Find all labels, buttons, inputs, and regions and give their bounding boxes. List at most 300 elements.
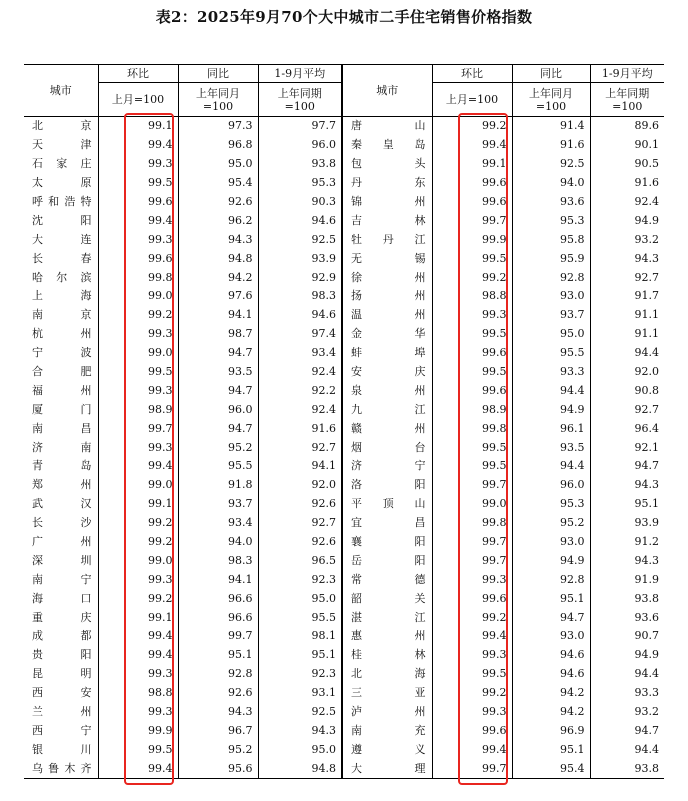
yoy-cell: 94.9: [512, 400, 590, 419]
mom-cell: 98.8: [98, 684, 178, 703]
mom-cell: 99.2: [432, 608, 512, 627]
avg-cell: 94.3: [590, 551, 664, 570]
avg-cell: 95.3: [258, 174, 342, 193]
mom-cell: 99.3: [98, 325, 178, 344]
mom-cell: 99.5: [432, 249, 512, 268]
yoy-cell: 95.9: [512, 249, 590, 268]
header-mom-base-right: 上月=100: [432, 83, 512, 117]
yoy-cell: 94.7: [512, 608, 590, 627]
yoy-cell: 95.2: [178, 740, 258, 759]
yoy-cell: 97.3: [178, 117, 258, 136]
city-cell: 洛阳: [342, 476, 432, 495]
avg-cell: 94.4: [590, 740, 664, 759]
yoy-cell: 95.1: [512, 740, 590, 759]
yoy-cell: 93.0: [512, 287, 590, 306]
table-row: [24, 363, 664, 382]
avg-cell: 92.3: [258, 570, 342, 589]
city-cell: 南京: [32, 308, 92, 322]
mom-cell: 99.3: [98, 381, 178, 400]
yoy-cell: 94.9: [512, 551, 590, 570]
avg-base-line2: =100: [612, 99, 643, 113]
avg-cell: 93.6: [590, 608, 664, 627]
mom-cell: 99.2: [432, 268, 512, 287]
city-cell: 济南: [32, 440, 92, 454]
table-row: [24, 211, 664, 230]
avg-cell: 97.7: [258, 117, 342, 136]
yoy-cell: 94.7: [178, 344, 258, 363]
table-row: [24, 438, 664, 457]
mom-cell: 99.4: [98, 759, 178, 778]
city-cell: 宁波: [32, 346, 92, 360]
table-row: [24, 665, 664, 684]
avg-cell: 93.2: [590, 230, 664, 249]
table-title: 表2：2025年9月70个大中城市二手住宅销售价格指数: [155, 8, 533, 26]
city-cell: 宜昌: [342, 514, 432, 533]
table-row: [24, 759, 664, 778]
avg-cell: 92.0: [590, 363, 664, 382]
mom-cell: 99.5: [432, 457, 512, 476]
table-row: [24, 627, 664, 646]
city-cell: 扬州: [342, 287, 432, 306]
yoy-cell: 94.6: [512, 665, 590, 684]
mom-cell: 99.5: [432, 363, 512, 382]
avg-cell: 90.1: [590, 136, 664, 155]
header-avg-base-left: [258, 83, 342, 117]
city-cell: 湛江: [342, 608, 432, 627]
header-avg-right: 1-9月平均: [590, 65, 664, 83]
header-yoy-left: 同比: [178, 65, 258, 83]
table-row: [24, 589, 664, 608]
mom-cell: 99.8: [98, 268, 178, 287]
mom-cell: 99.2: [98, 306, 178, 325]
yoy-cell: 91.8: [178, 476, 258, 495]
mom-cell: 98.9: [432, 400, 512, 419]
city-cell: 蚌埠: [342, 344, 432, 363]
yoy-cell: 94.0: [512, 174, 590, 193]
yoy-cell: 92.6: [178, 684, 258, 703]
city-cell: 兰州: [32, 705, 92, 719]
yoy-base-line1: 上年同月: [529, 86, 573, 100]
city-cell: 石家庄: [32, 157, 92, 171]
mom-cell: 99.4: [98, 211, 178, 230]
yoy-base-line2: =100: [535, 99, 567, 113]
city-cell: 重庆: [32, 610, 92, 624]
avg-cell: 94.7: [590, 722, 664, 741]
avg-cell: 93.9: [590, 514, 664, 533]
yoy-cell: 93.5: [178, 363, 258, 382]
mom-cell: 99.3: [98, 230, 178, 249]
avg-cell: 92.3: [258, 665, 342, 684]
avg-cell: 93.4: [258, 344, 342, 363]
mom-cell: 99.2: [98, 589, 178, 608]
yoy-cell: 94.2: [512, 684, 590, 703]
avg-cell: 94.3: [590, 249, 664, 268]
mom-cell: 99.6: [432, 381, 512, 400]
table-row: [24, 533, 664, 552]
table-row: [24, 381, 664, 400]
yoy-cell: 95.5: [178, 457, 258, 476]
table-row: [24, 646, 664, 665]
avg-cell: 94.9: [590, 211, 664, 230]
mom-cell: 99.3: [98, 665, 178, 684]
table-row: [24, 136, 664, 155]
price-index-table: [24, 64, 664, 779]
mom-cell: 99.6: [432, 174, 512, 193]
city-cell: 北京: [32, 119, 92, 133]
yoy-cell: 94.1: [178, 306, 258, 325]
yoy-cell: 95.3: [512, 495, 590, 514]
mom-cell: 99.3: [98, 155, 178, 174]
city-cell: 牡丹江: [342, 230, 432, 249]
yoy-cell: 93.0: [512, 533, 590, 552]
header-avg-base-right: [590, 83, 664, 117]
mom-cell: 99.2: [432, 684, 512, 703]
yoy-cell: 96.0: [178, 400, 258, 419]
avg-base-line2: =100: [284, 99, 315, 113]
mom-cell: 99.3: [432, 570, 512, 589]
yoy-cell: 95.1: [178, 646, 258, 665]
city-cell: 青岛: [32, 459, 92, 473]
city-cell: 温州: [342, 306, 432, 325]
table-row: [24, 551, 664, 570]
city-cell: 昆明: [32, 667, 92, 681]
city-cell: 北海: [342, 665, 432, 684]
yoy-cell: 93.6: [512, 193, 590, 212]
city-cell: 泉州: [342, 381, 432, 400]
mom-cell: 99.9: [432, 230, 512, 249]
avg-cell: 91.6: [258, 419, 342, 438]
city-cell: 遵义: [342, 740, 432, 759]
city-cell: 长沙: [32, 516, 92, 530]
city-cell: 郑州: [32, 478, 92, 492]
header-yoy-base-left: [178, 83, 258, 117]
mom-cell: 99.6: [432, 344, 512, 363]
avg-cell: 90.7: [590, 627, 664, 646]
yoy-cell: 98.3: [178, 551, 258, 570]
city-cell: 广州: [32, 535, 92, 549]
city-cell: 呼和浩特: [32, 195, 92, 208]
yoy-cell: 96.1: [512, 419, 590, 438]
avg-cell: 91.1: [590, 325, 664, 344]
yoy-cell: 92.5: [512, 155, 590, 174]
mom-cell: 99.7: [432, 476, 512, 495]
yoy-cell: 96.6: [178, 589, 258, 608]
table-row: [24, 306, 664, 325]
mom-cell: 99.1: [98, 117, 178, 136]
mom-cell: 99.7: [432, 759, 512, 778]
table-row: [24, 344, 664, 363]
city-cell: 韶关: [342, 589, 432, 608]
yoy-cell: 91.6: [512, 136, 590, 155]
avg-cell: 92.5: [258, 230, 342, 249]
table-row: [24, 249, 664, 268]
city-cell: 深圳: [32, 553, 92, 567]
avg-cell: 94.9: [590, 646, 664, 665]
mom-cell: 98.9: [98, 400, 178, 419]
avg-cell: 92.1: [590, 438, 664, 457]
header-city-left: 城市: [49, 84, 72, 97]
avg-cell: 91.9: [590, 570, 664, 589]
mom-cell: 99.7: [432, 211, 512, 230]
avg-cell: 95.1: [258, 646, 342, 665]
city-cell: 安庆: [342, 363, 432, 382]
header-mom-left: 环比: [98, 65, 178, 83]
avg-cell: 89.6: [590, 117, 664, 136]
city-cell: 乌鲁木齐: [32, 761, 92, 775]
avg-cell: 93.9: [258, 249, 342, 268]
avg-cell: 92.9: [258, 268, 342, 287]
mom-cell: 99.4: [98, 457, 178, 476]
avg-cell: 95.0: [258, 589, 342, 608]
city-cell: 南充: [342, 722, 432, 741]
yoy-cell: 94.7: [178, 381, 258, 400]
mom-cell: 99.1: [98, 495, 178, 514]
avg-cell: 92.7: [590, 400, 664, 419]
mom-cell: 99.6: [98, 193, 178, 212]
avg-cell: 92.7: [258, 514, 342, 533]
yoy-cell: 95.0: [178, 155, 258, 174]
yoy-cell: 94.2: [512, 703, 590, 722]
city-cell: 合肥: [32, 365, 92, 379]
avg-cell: 91.6: [590, 174, 664, 193]
avg-cell: 92.7: [258, 438, 342, 457]
yoy-cell: 94.2: [178, 268, 258, 287]
table-row: [24, 740, 664, 759]
yoy-cell: 96.8: [178, 136, 258, 155]
city-cell: 上海: [32, 289, 92, 303]
header-city-right: 城市: [342, 65, 432, 117]
avg-cell: 93.8: [590, 759, 664, 778]
mom-cell: 99.2: [98, 533, 178, 552]
city-cell: 泸州: [342, 703, 432, 722]
city-cell: 大理: [342, 759, 432, 778]
mom-cell: 99.1: [98, 608, 178, 627]
mom-cell: 99.4: [98, 136, 178, 155]
mom-cell: 99.0: [98, 344, 178, 363]
yoy-cell: 93.0: [512, 627, 590, 646]
city-cell: 包头: [342, 155, 432, 174]
yoy-cell: 94.6: [512, 646, 590, 665]
avg-cell: 91.1: [590, 306, 664, 325]
city-cell: 济宁: [342, 457, 432, 476]
avg-cell: 94.4: [590, 344, 664, 363]
city-cell: 长春: [32, 251, 92, 265]
avg-cell: 92.6: [258, 533, 342, 552]
yoy-cell: 96.6: [178, 608, 258, 627]
avg-cell: 92.5: [258, 703, 342, 722]
avg-cell: 92.0: [258, 476, 342, 495]
avg-cell: 90.8: [590, 381, 664, 400]
city-cell: 福州: [32, 383, 92, 397]
mom-cell: 99.7: [98, 419, 178, 438]
mom-cell: 99.3: [432, 703, 512, 722]
city-cell: 西宁: [32, 723, 92, 737]
city-cell: 赣州: [342, 419, 432, 438]
yoy-cell: 94.4: [512, 457, 590, 476]
city-cell: 南宁: [32, 572, 92, 586]
mom-cell: 99.6: [98, 249, 178, 268]
city-cell: 烟台: [342, 438, 432, 457]
mom-cell: 99.6: [432, 722, 512, 741]
yoy-cell: 93.7: [178, 495, 258, 514]
yoy-cell: 98.7: [178, 325, 258, 344]
city-cell: 徐州: [342, 268, 432, 287]
city-cell: 三亚: [342, 684, 432, 703]
yoy-cell: 95.4: [512, 759, 590, 778]
mom-cell: 99.5: [432, 325, 512, 344]
yoy-cell: 99.7: [178, 627, 258, 646]
city-cell: 天津: [32, 138, 92, 152]
mom-cell: 99.0: [432, 495, 512, 514]
yoy-cell: 94.0: [178, 533, 258, 552]
mom-cell: 99.0: [98, 287, 178, 306]
table-row: [24, 230, 664, 249]
table-row: [24, 325, 664, 344]
yoy-cell: 96.2: [178, 211, 258, 230]
yoy-cell: 94.1: [178, 570, 258, 589]
avg-base-line1: 上年同期: [277, 86, 322, 100]
city-cell: 银川: [32, 742, 92, 756]
table-row: [24, 155, 664, 174]
avg-cell: 90.5: [590, 155, 664, 174]
mom-cell: 99.2: [98, 514, 178, 533]
yoy-cell: 95.4: [178, 174, 258, 193]
table-row: [24, 287, 664, 306]
avg-cell: 94.8: [258, 759, 342, 778]
mom-cell: 99.3: [432, 646, 512, 665]
avg-cell: 95.1: [590, 495, 664, 514]
mom-cell: 99.7: [432, 533, 512, 552]
yoy-cell: 95.5: [512, 344, 590, 363]
mom-cell: 99.5: [98, 740, 178, 759]
yoy-cell: 93.7: [512, 306, 590, 325]
yoy-cell: 93.3: [512, 363, 590, 382]
city-cell: 武汉: [32, 497, 92, 511]
yoy-cell: 95.3: [512, 211, 590, 230]
avg-cell: 92.2: [258, 381, 342, 400]
yoy-cell: 94.7: [178, 419, 258, 438]
avg-cell: 92.6: [258, 495, 342, 514]
city-cell: 海口: [32, 591, 92, 605]
yoy-cell: 93.4: [178, 514, 258, 533]
avg-cell: 95.5: [258, 608, 342, 627]
mom-cell: 99.7: [432, 551, 512, 570]
table-row: [24, 117, 664, 136]
mom-cell: 99.0: [98, 476, 178, 495]
yoy-cell: 96.9: [512, 722, 590, 741]
yoy-cell: 93.5: [512, 438, 590, 457]
avg-cell: 94.1: [258, 457, 342, 476]
mom-cell: 98.8: [432, 287, 512, 306]
yoy-cell: 96.7: [178, 722, 258, 741]
table-row: [24, 608, 664, 627]
yoy-cell: 94.4: [512, 381, 590, 400]
table-row: [24, 457, 664, 476]
table-row: [24, 419, 664, 438]
yoy-cell: 94.3: [178, 703, 258, 722]
city-cell: 贵阳: [32, 648, 92, 662]
mom-cell: 99.1: [432, 155, 512, 174]
city-cell: 桂林: [342, 646, 432, 665]
avg-cell: 96.5: [258, 551, 342, 570]
mom-cell: 99.8: [432, 514, 512, 533]
table-row: [24, 193, 664, 212]
table-body: [24, 117, 664, 779]
mom-cell: 99.5: [98, 363, 178, 382]
city-cell: 岳阳: [342, 551, 432, 570]
avg-cell: 96.0: [258, 136, 342, 155]
mom-cell: 99.4: [432, 740, 512, 759]
table-row: [24, 174, 664, 193]
avg-cell: 91.7: [590, 287, 664, 306]
yoy-cell: 92.8: [512, 570, 590, 589]
header-avg-left: 1-9月平均: [258, 65, 342, 83]
mom-cell: 99.9: [98, 722, 178, 741]
avg-base-line1: 上年同期: [605, 86, 650, 100]
table-row: [24, 476, 664, 495]
yoy-cell: 92.6: [178, 193, 258, 212]
avg-cell: 93.8: [590, 589, 664, 608]
city-cell: 九江: [342, 400, 432, 419]
avg-cell: 92.4: [590, 193, 664, 212]
yoy-cell: 92.8: [512, 268, 590, 287]
avg-cell: 93.2: [590, 703, 664, 722]
table-row: [24, 722, 664, 741]
mom-cell: 99.5: [432, 665, 512, 684]
avg-cell: 94.3: [590, 476, 664, 495]
city-cell: 金华: [342, 325, 432, 344]
city-cell: 沈阳: [32, 213, 92, 227]
avg-cell: 91.2: [590, 533, 664, 552]
yoy-cell: 95.2: [178, 438, 258, 457]
table-row: [24, 703, 664, 722]
yoy-cell: 95.0: [512, 325, 590, 344]
mom-cell: 99.3: [98, 703, 178, 722]
city-cell: 大连: [32, 232, 92, 246]
mom-cell: 99.8: [432, 419, 512, 438]
city-cell: 秦皇岛: [342, 136, 432, 155]
avg-cell: 93.8: [258, 155, 342, 174]
city-cell: 平顶山: [342, 495, 432, 514]
yoy-cell: 95.2: [512, 514, 590, 533]
mom-cell: 99.4: [98, 646, 178, 665]
city-cell: 成都: [32, 629, 92, 643]
city-cell: 哈尔滨: [32, 270, 92, 284]
city-cell: 丹东: [342, 174, 432, 193]
avg-cell: 96.4: [590, 419, 664, 438]
city-cell: 太原: [32, 176, 92, 190]
city-cell: 厦门: [32, 402, 92, 416]
city-cell: 无锡: [342, 249, 432, 268]
yoy-cell: 96.0: [512, 476, 590, 495]
avg-cell: 94.6: [258, 306, 342, 325]
yoy-cell: 94.8: [178, 249, 258, 268]
header-row-1: [24, 65, 664, 83]
mom-cell: 99.5: [98, 174, 178, 193]
city-cell: 惠州: [342, 627, 432, 646]
table-row: [24, 684, 664, 703]
city-cell: 南昌: [32, 421, 92, 435]
mom-cell: 99.4: [432, 627, 512, 646]
city-cell: 唐山: [342, 117, 432, 136]
yoy-cell: 95.8: [512, 230, 590, 249]
city-cell: 锦州: [342, 193, 432, 212]
mom-cell: 99.6: [432, 589, 512, 608]
avg-cell: 92.7: [590, 268, 664, 287]
yoy-cell: 95.6: [178, 759, 258, 778]
avg-cell: 94.6: [258, 211, 342, 230]
header-mom-right: 环比: [432, 65, 512, 83]
